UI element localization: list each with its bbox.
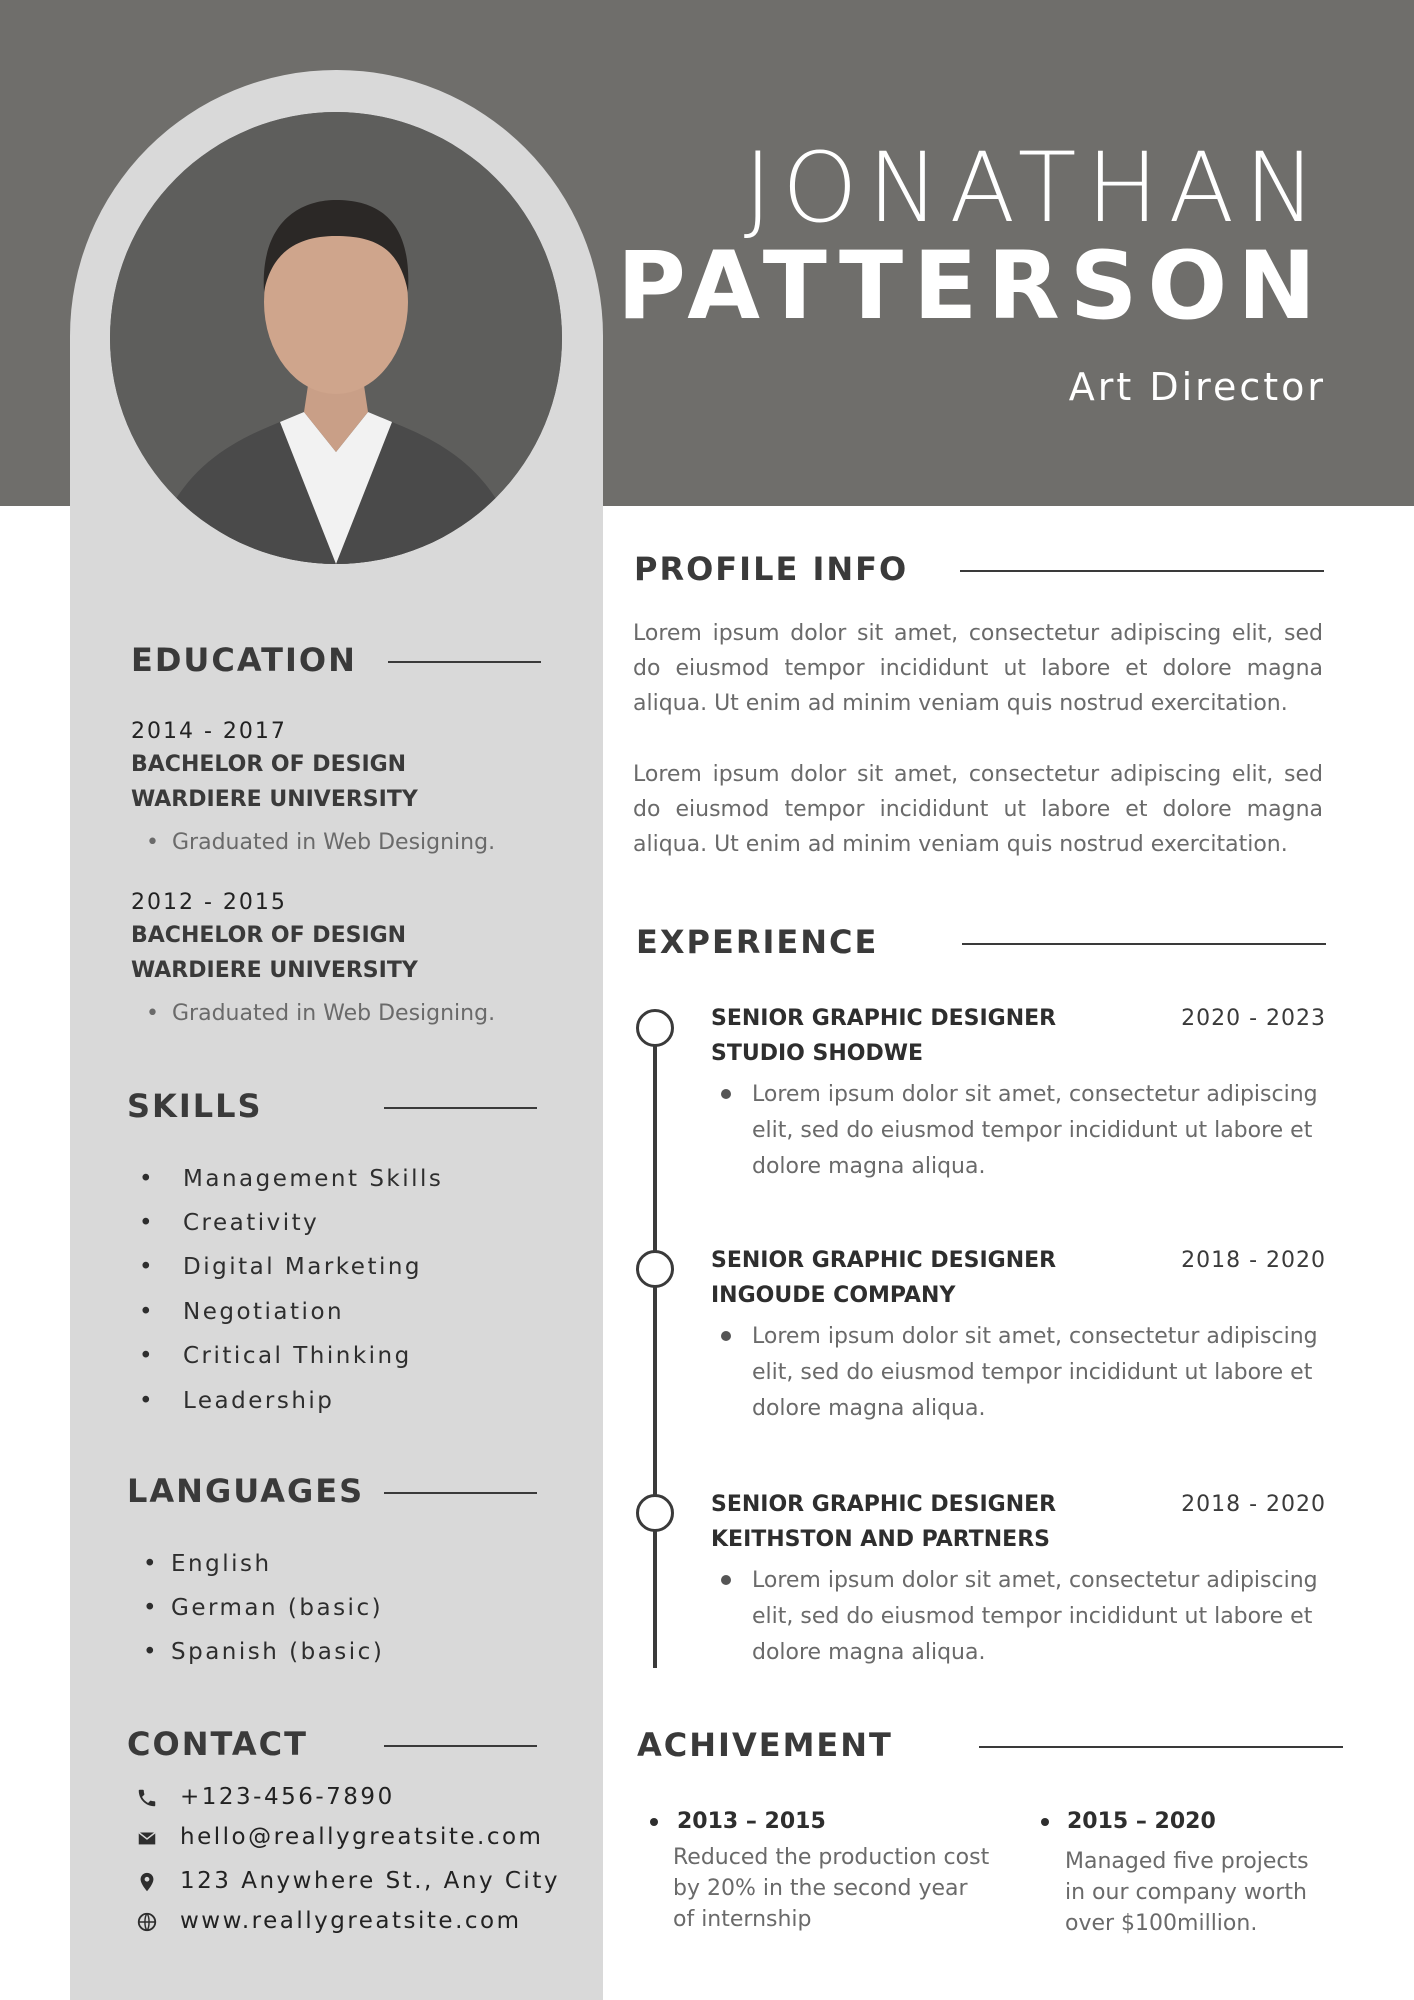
job-years: 2018 - 2020 bbox=[1181, 1248, 1326, 1273]
experience-rule bbox=[962, 943, 1326, 945]
skill-item: • Negotiation bbox=[139, 1299, 345, 1325]
job-description: Lorem ipsum dolor sit amet, consectetur adipiscing elit, sed do eiusmod tempor incididunt ut labore et dolore magna aliqua. bbox=[752, 1568, 1318, 1665]
last-name: PATTERSON bbox=[617, 232, 1326, 341]
globe-icon bbox=[136, 1911, 158, 1933]
job-bullet bbox=[721, 1331, 731, 1341]
job-role: SENIOR GRAPHIC DESIGNER bbox=[711, 1248, 1057, 1273]
education-degree: BACHELOR OF DESIGN bbox=[131, 752, 407, 777]
contact-rule bbox=[384, 1745, 537, 1747]
profile-paragraph: Lorem ipsum dolor sit amet, consectetur adipiscing elit, sed do eiusmod tempor incididunt ut labore et dolore magna aliqua. Ut enim ad minim veniam quis nostrud exercitation. bbox=[633, 621, 1323, 716]
achievement-bullet bbox=[1041, 1818, 1049, 1826]
profile-heading: PROFILE INFO bbox=[634, 550, 909, 588]
address-text: 123 Anywhere St., Any City bbox=[180, 1868, 560, 1894]
profile-paragraph: Lorem ipsum dolor sit amet, consectetur adipiscing elit, sed do eiusmod tempor incididunt ut labore et dolore magna aliqua. Ut enim ad minim veniam quis nostrud exercitation. bbox=[633, 762, 1323, 857]
skill-item: • Critical Thinking bbox=[139, 1343, 412, 1369]
language-item: • English bbox=[143, 1551, 272, 1577]
languages-rule bbox=[384, 1492, 537, 1494]
skill-item: • Leadership bbox=[139, 1388, 335, 1414]
skill-item: • Creativity bbox=[139, 1210, 320, 1236]
profile-photo bbox=[110, 112, 562, 564]
first-name: JONATHAN bbox=[743, 132, 1326, 244]
education-rule bbox=[388, 661, 541, 663]
language-item: • Spanish (basic) bbox=[143, 1639, 385, 1665]
job-company: STUDIO SHODWE bbox=[711, 1041, 924, 1066]
language-item: • German (basic) bbox=[143, 1595, 384, 1621]
education-degree: BACHELOR OF DESIGN bbox=[131, 923, 407, 948]
skill-item: • Digital Marketing bbox=[139, 1254, 423, 1280]
achievement-description: Reduced the production cost by 20% in the second year of internship bbox=[673, 1845, 990, 1932]
achievement-years: 2015 – 2020 bbox=[1067, 1809, 1216, 1834]
achievement-bullet bbox=[650, 1818, 658, 1826]
phone-text[interactable]: +123-456-7890 bbox=[180, 1784, 395, 1810]
contact-address bbox=[136, 1870, 560, 1893]
skill-item: • Management Skills bbox=[139, 1166, 444, 1192]
portrait-image bbox=[110, 112, 562, 564]
website-text[interactable]: www.reallygreatsite.com bbox=[180, 1908, 522, 1934]
education-note: • Graduated in Web Designing. bbox=[146, 1003, 495, 1025]
location-pin-icon bbox=[136, 1871, 158, 1893]
achievement-heading: ACHIVEMENT bbox=[637, 1726, 893, 1764]
job-role: SENIOR GRAPHIC DESIGNER bbox=[711, 1492, 1057, 1517]
profile-rule bbox=[960, 570, 1324, 572]
education-heading: EDUCATION bbox=[131, 641, 357, 679]
job-description: Lorem ipsum dolor sit amet, consectetur adipiscing elit, sed do eiusmod tempor incididunt ut labore et dolore magna aliqua. bbox=[752, 1324, 1318, 1421]
languages-heading: LANGUAGES bbox=[127, 1472, 365, 1510]
job-company: KEITHSTON AND PARTNERS bbox=[711, 1527, 1050, 1552]
achievement-description: Managed five projects in our company worth over $100million. bbox=[1065, 1849, 1309, 1936]
achievement-rule bbox=[979, 1746, 1343, 1748]
education-years: 2014 - 2017 bbox=[131, 719, 287, 744]
contact-heading: CONTACT bbox=[127, 1725, 308, 1763]
job-years: 2020 - 2023 bbox=[1181, 1006, 1326, 1031]
contact-phone bbox=[136, 1786, 395, 1809]
skills-rule bbox=[384, 1107, 537, 1109]
phone-icon bbox=[136, 1787, 158, 1809]
job-description: Lorem ipsum dolor sit amet, consectetur adipiscing elit, sed do eiusmod tempor incididunt ut labore et dolore magna aliqua. bbox=[752, 1082, 1318, 1179]
job-years: 2018 - 2020 bbox=[1181, 1492, 1326, 1517]
achievement-years: 2013 – 2015 bbox=[677, 1809, 826, 1834]
job-title: Art Director bbox=[1068, 365, 1326, 409]
education-years: 2012 - 2015 bbox=[131, 890, 287, 915]
education-school: WARDIERE UNIVERSITY bbox=[131, 787, 418, 812]
job-company: INGOUDE COMPANY bbox=[711, 1283, 956, 1308]
experience-heading: EXPERIENCE bbox=[636, 923, 879, 961]
timeline-node bbox=[636, 1009, 674, 1047]
timeline-node bbox=[636, 1494, 674, 1532]
skills-heading: SKILLS bbox=[127, 1087, 263, 1125]
timeline-node bbox=[636, 1250, 674, 1288]
education-school: WARDIERE UNIVERSITY bbox=[131, 958, 418, 983]
job-bullet bbox=[721, 1575, 731, 1585]
contact-website bbox=[136, 1910, 522, 1933]
timeline-line bbox=[653, 1026, 657, 1668]
education-note: • Graduated in Web Designing. bbox=[146, 832, 495, 854]
job-bullet bbox=[721, 1089, 731, 1099]
mail-icon bbox=[136, 1827, 158, 1849]
contact-email bbox=[136, 1826, 543, 1849]
email-text[interactable]: hello@reallygreatsite.com bbox=[180, 1824, 544, 1850]
job-role: SENIOR GRAPHIC DESIGNER bbox=[711, 1006, 1057, 1031]
